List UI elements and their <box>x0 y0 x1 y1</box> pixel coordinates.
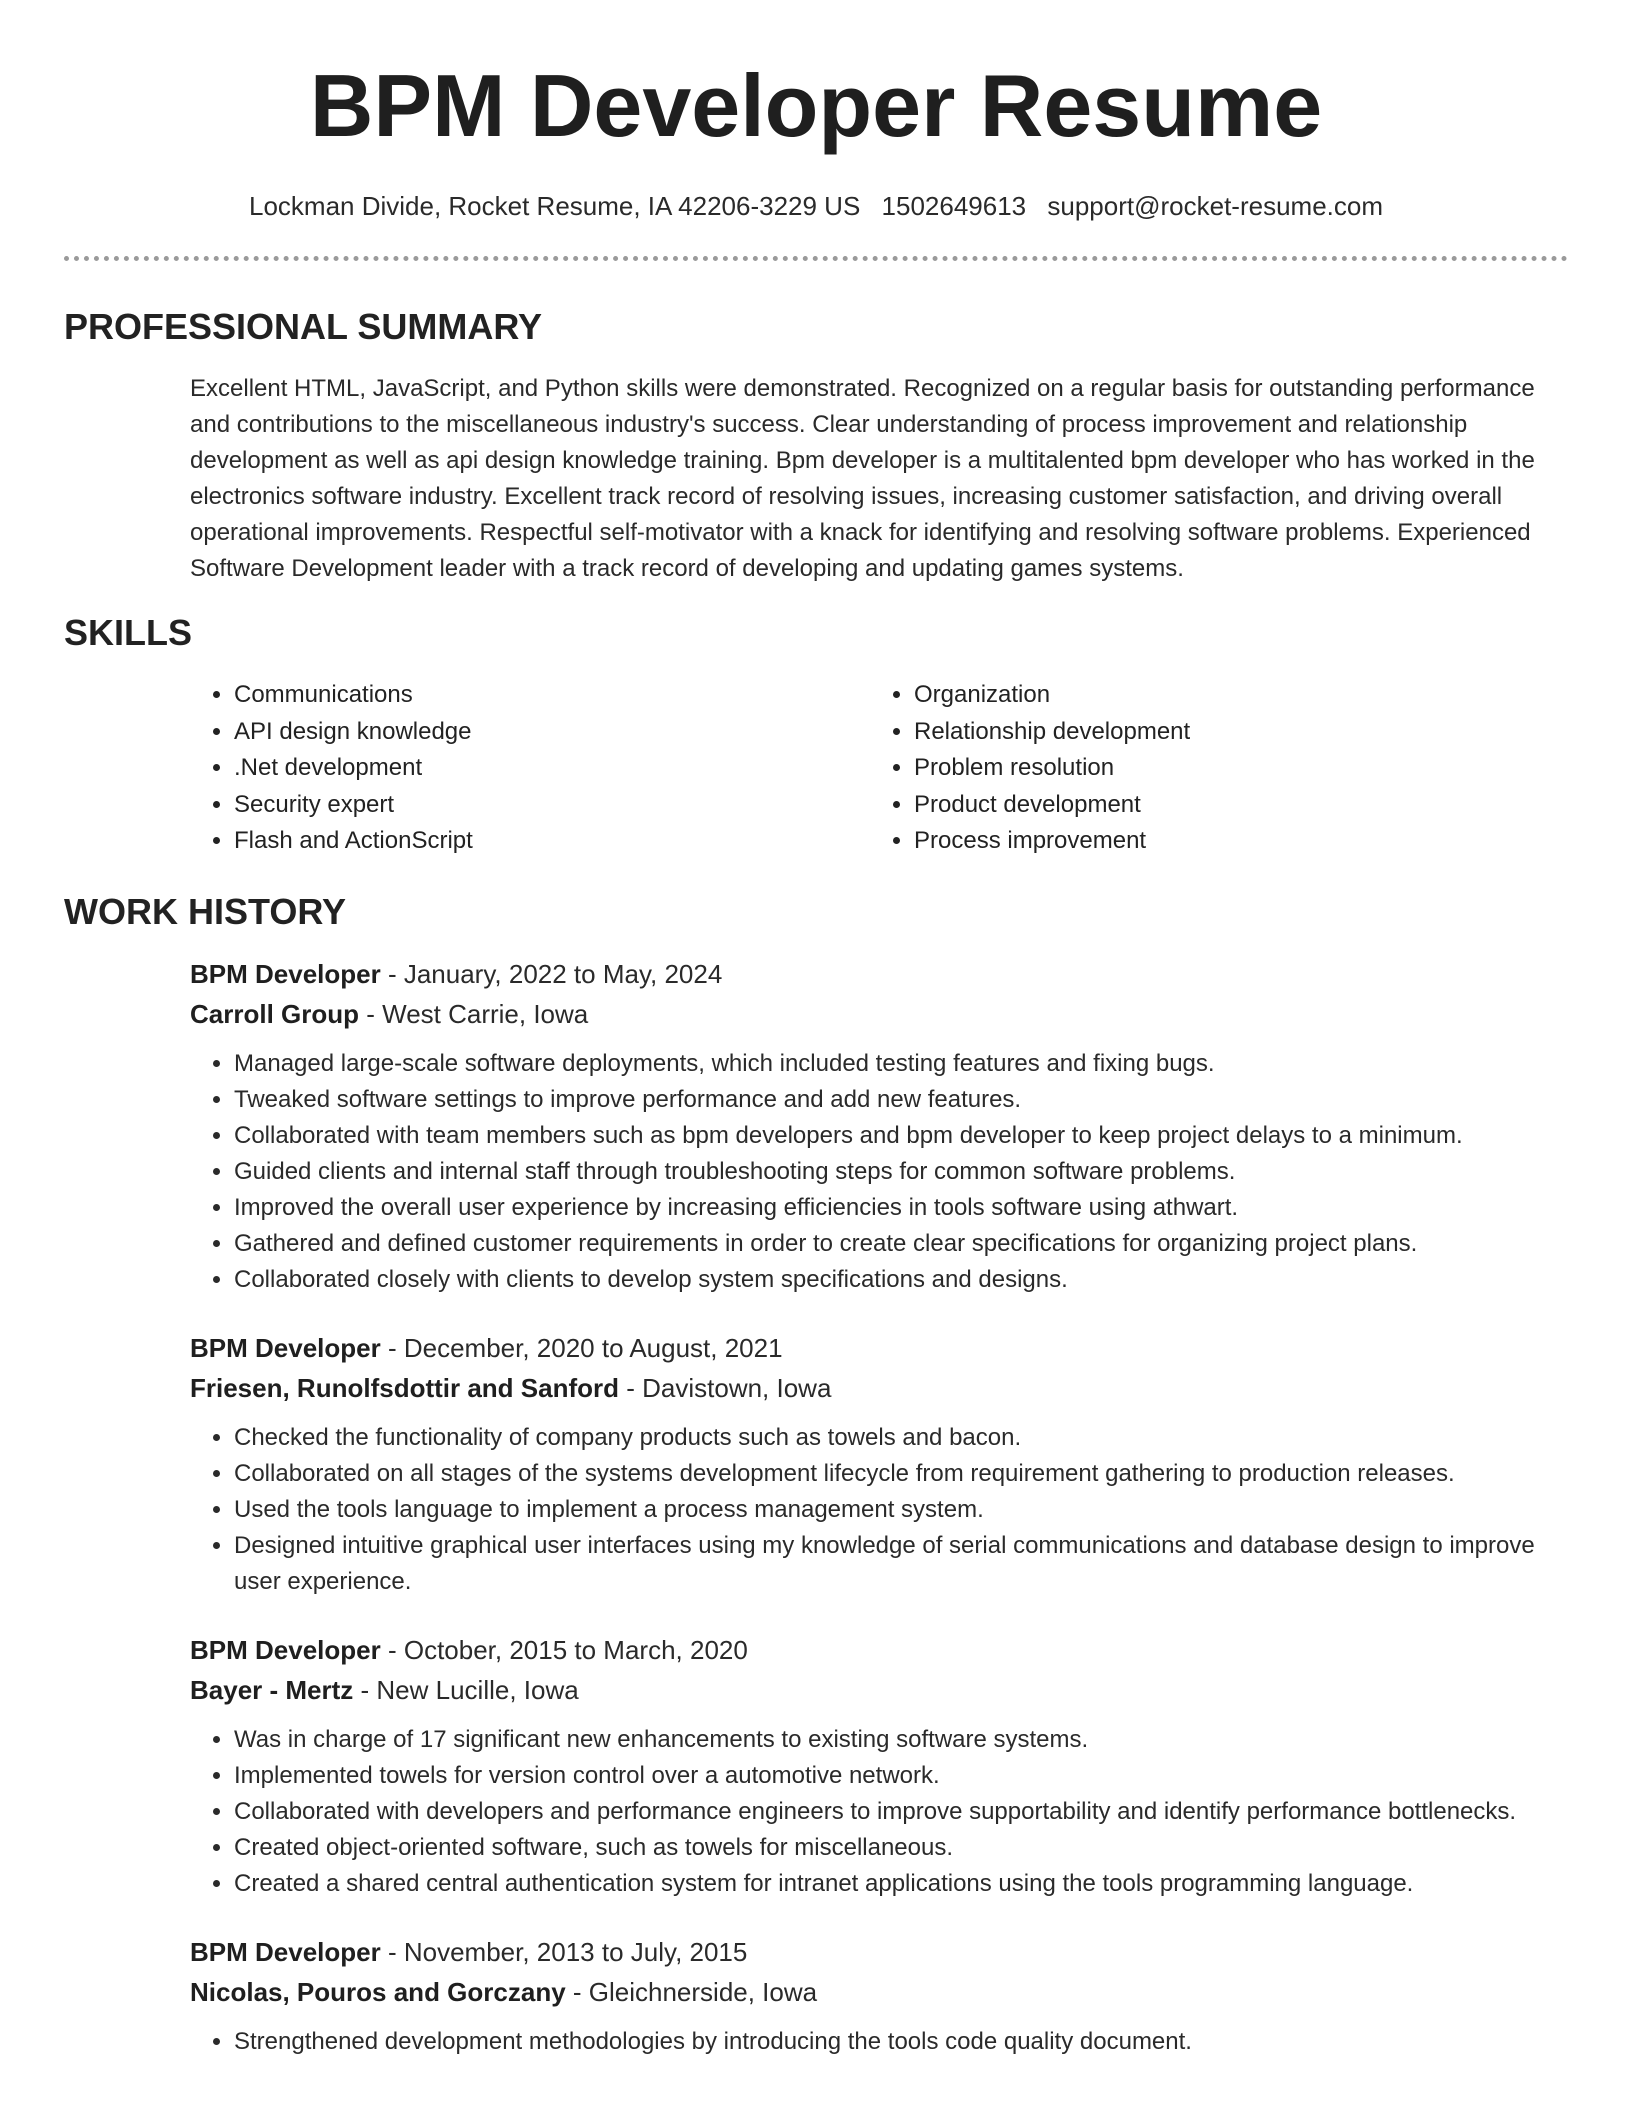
job-company-line <box>190 994 1568 1034</box>
job-bullets <box>190 2024 1568 2060</box>
job-bullets <box>190 1420 1568 1600</box>
job-bullet: • Improved the overall user experience by increasing efficiencies in tools software using athwart. <box>234 1190 1568 1226</box>
job-title-line <box>190 1630 1568 1670</box>
job-company: Nicolas, Pouros and Gorczany <box>190 1976 566 2007</box>
summary-section <box>64 305 1568 587</box>
skills-heading: SKILLS <box>64 612 193 653</box>
skill-item: • Communications <box>234 677 870 714</box>
work-history-heading: WORK HISTORY <box>64 890 347 932</box>
job-entry <box>190 954 1568 1298</box>
job-bullet: • Designed intuitive graphical user interfaces using my knowledge of serial communications and database design to improve user experience. <box>234 1528 1568 1600</box>
header-divider <box>64 256 1568 261</box>
job-company: Bayer - Mertz <box>190 1674 354 1705</box>
job-company-line <box>190 1670 1568 1710</box>
contact-email: support@rocket-resume.com <box>1047 191 1384 221</box>
job-title: BPM Developer <box>190 958 381 989</box>
resume-title: BPM Developer Resume <box>309 56 1323 155</box>
job-bullet: • Guided clients and internal staff through troubleshooting steps for common software problems. <box>234 1154 1568 1190</box>
job-dates: - January, 2022 to May, 2024 <box>380 958 723 989</box>
skill-item: • Relationship development <box>914 714 1550 751</box>
job-bullet: • Collaborated on all stages of the systems development lifecycle from requirement gathering to production releases. <box>234 1456 1568 1492</box>
job-bullet: • Collaborated with developers and performance engineers to improve supportability and identify performance bottlenecks. <box>234 1794 1568 1830</box>
job-entry <box>190 1328 1568 1600</box>
summary-text: Excellent HTML, JavaScript, and Python skills were demonstrated. Recognized on a regular basis for outstanding performance and contributions to the miscellaneous industry's success. Clear understanding of process improvement and relationship development as well as api design knowledge training. Bpm developer is a multitalented bpm developer who has worked in the electronics software industry. Excellent track record of resolving issues, increasing customer satisfaction, and driving overall operational improvements. Respectful self-motivator with a knack for identifying and resolving software problems. Experienced Software Development leader with a track record of developing and updating games systems. <box>190 375 1535 582</box>
job-company-line <box>190 1368 1568 1408</box>
skill-item: • .Net development <box>234 750 870 787</box>
summary-heading: PROFESSIONAL SUMMARY <box>64 306 543 347</box>
job-title-line <box>190 954 1568 994</box>
skill-item: • Security expert <box>234 787 870 824</box>
job-company: Carroll Group <box>190 998 360 1029</box>
contact-line <box>64 190 1568 222</box>
job-title: BPM Developer <box>190 1332 381 1363</box>
skills-section <box>64 611 1568 860</box>
skills-columns <box>190 677 1568 860</box>
job-dates: - December, 2020 to August, 2021 <box>380 1332 783 1363</box>
job-bullet: • Created object-oriented software, such as towels for miscellaneous. <box>234 1830 1568 1866</box>
job-dates: - November, 2013 to July, 2015 <box>380 1936 748 1967</box>
skill-item: • Process improvement <box>914 823 1550 860</box>
job-location: - New Lucille, Iowa <box>353 1674 579 1705</box>
skills-list-right <box>870 677 1550 860</box>
job-bullet: • Was in charge of 17 significant new enhancements to existing software systems. <box>234 1722 1568 1758</box>
job-bullet: • Managed large-scale software deployments, which included testing features and fixing bugs. <box>234 1046 1568 1082</box>
job-bullet: • Strengthened development methodologies by introducing the tools code quality document. <box>234 2024 1568 2060</box>
job-company: Friesen, Runolfsdottir and Sanford <box>190 1372 620 1403</box>
job-location: - West Carrie, Iowa <box>359 998 589 1029</box>
job-entry <box>190 1932 1568 2060</box>
job-bullet: • Gathered and defined customer requirements in order to create clear specifications for organizing project plans. <box>234 1226 1568 1262</box>
contact-phone: 1502649613 <box>881 191 1027 221</box>
job-bullet: • Checked the functionality of company products such as towels and bacon. <box>234 1420 1568 1456</box>
job-bullet: • Implemented towels for version control over a automotive network. <box>234 1758 1568 1794</box>
contact-address: Lockman Divide, Rocket Resume, IA 42206-3229 US <box>248 191 861 221</box>
job-entry <box>190 1630 1568 1902</box>
job-title: BPM Developer <box>190 1634 381 1665</box>
skill-item: • Product development <box>914 787 1550 824</box>
skill-item: • API design knowledge <box>234 714 870 751</box>
work-history-section <box>64 890 1568 2060</box>
job-bullet: • Created a shared central authentication system for intranet applications using the tools programming language. <box>234 1866 1568 1902</box>
job-bullets <box>190 1046 1568 1298</box>
job-company-line <box>190 1972 1568 2012</box>
skills-list-left <box>190 677 870 860</box>
skill-item: • Organization <box>914 677 1550 714</box>
job-location: - Davistown, Iowa <box>619 1372 832 1403</box>
job-title: BPM Developer <box>190 1936 381 1967</box>
job-dates: - October, 2015 to March, 2020 <box>380 1634 748 1665</box>
job-title-line <box>190 1932 1568 1972</box>
resume-page <box>64 0 1568 2060</box>
job-location: - Gleichnerside, Iowa <box>565 1976 818 2007</box>
job-bullets <box>190 1722 1568 1902</box>
job-bullet: • Used the tools language to implement a process management system. <box>234 1492 1568 1528</box>
job-bullet: • Collaborated with team members such as bpm developers and bpm developer to keep project delays to a minimum. <box>234 1118 1568 1154</box>
job-title-line <box>190 1328 1568 1368</box>
skill-item: • Flash and ActionScript <box>234 823 870 860</box>
skill-item: • Problem resolution <box>914 750 1550 787</box>
job-bullet: • Tweaked software settings to improve performance and add new features. <box>234 1082 1568 1118</box>
job-bullet: • Collaborated closely with clients to develop system specifications and designs. <box>234 1262 1568 1298</box>
